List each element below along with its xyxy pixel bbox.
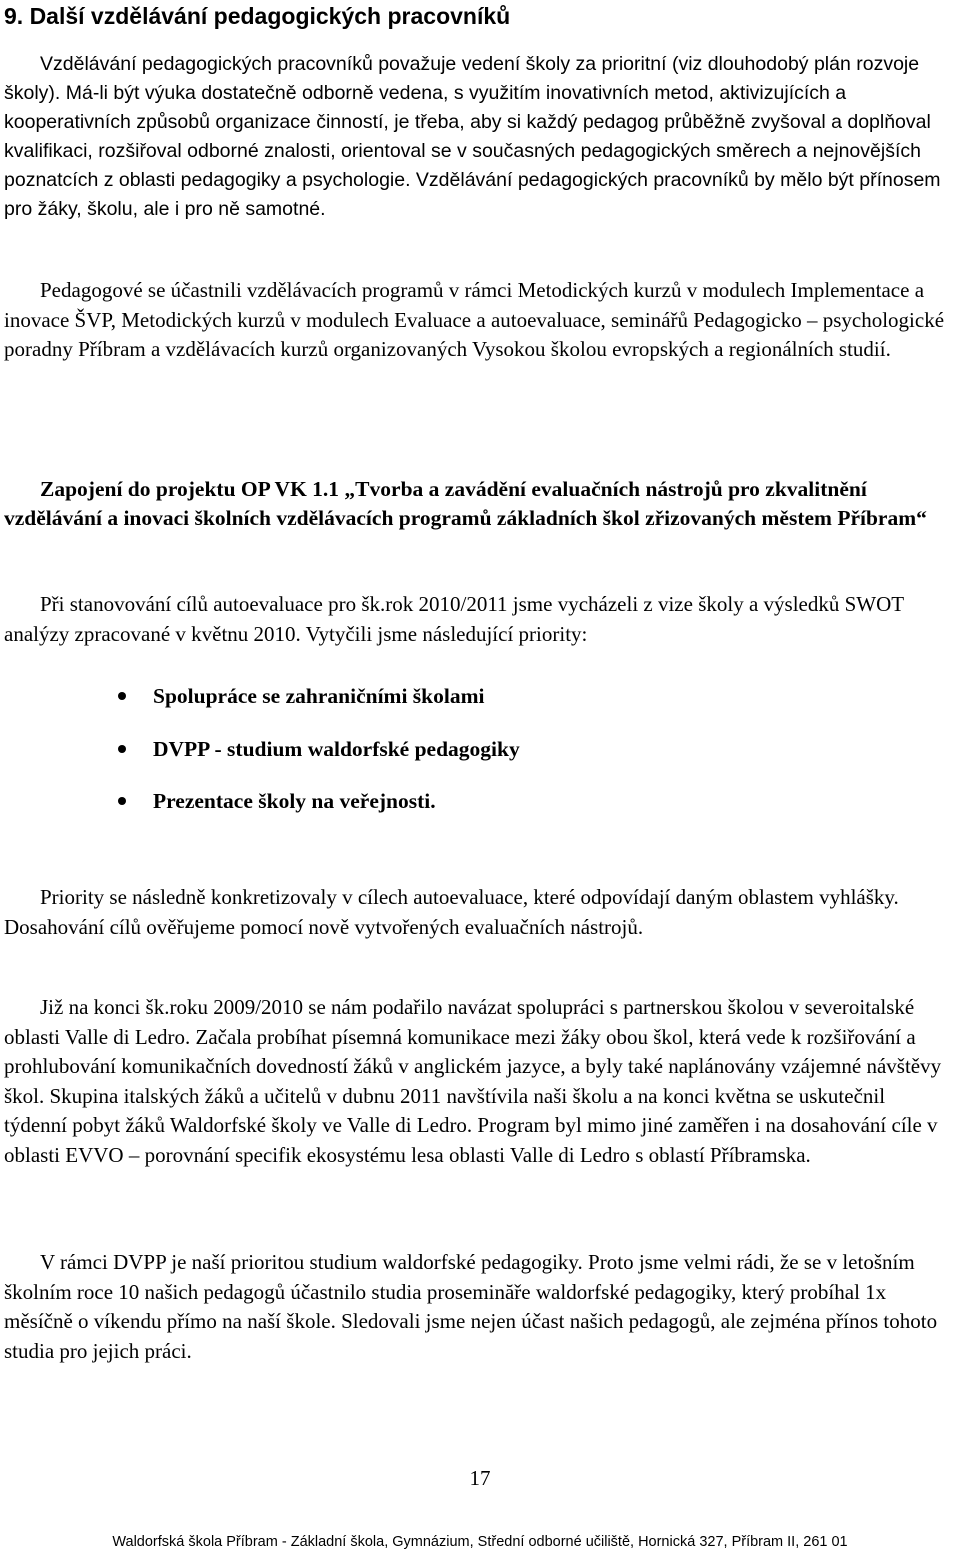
- bullet-icon: [118, 797, 126, 805]
- paragraph-partnership: Již na konci šk.roku 2009/2010 se nám podařilo navázat spolupráci s partnerskou školou v severoitalské oblasti Valle di Ledro. Začala probíhat písemná komunikace mezi žáky obou škol, která vede k rozšiřování a prohlubování komunikačních dovedností žáků v anglickém jazyce, a byly také naplánovány vzájemné návštěvy škol. Skupina italských žáků a učitelů v dubnu 2011 navštívila naši školu a na konci května se uskutečnil týdenní pobyt žáků Waldorfské školy ve Valle di Ledro. Program byl mimo jiné zaměřen i na dosahování cíle v oblasti EVVO – porovnání specifik ekosystému lesa oblasti Valle di Ledro s oblastí Příbramska.: [4, 995, 942, 1167]
- bullet-icon: [118, 692, 126, 700]
- paragraph-priorities: Priority se následně konkretizovaly v cílech autoevaluace, které odpovídají daným oblastem vyhlášky. Dosahování cílů ověřujeme pomocí nově vytvořených evaluačních nástrojů.: [4, 885, 899, 939]
- project-heading: Zapojení do projektu OP VK 1.1 „Tvorba a zavádění evaluačních nástrojů pro zkvalitnění vzdělávání a inovaci školních vzdělávacích programů základních škol zřizovaných městem Příbram“: [4, 477, 927, 530]
- priority-list: [0, 680, 520, 838]
- list-item: [0, 785, 520, 838]
- priority-text: DVPP - studium waldorfské pedagogiky: [153, 736, 520, 761]
- priority-text: Spolupráce se zahraničními školami: [153, 684, 485, 708]
- paragraph-courses: Pedagogové se účastnili vzdělávacích programů v rámci Metodických kurzů v modulech Implementace a inovace ŠVP, Metodických kurzů v modulech Evaluace a autoevaluace, seminářů Pedagogicko – psychologické poradny Příbram a vzdělávacích kurzů organizovaných Vysokou školou evropských a regionálních studií.: [4, 278, 945, 361]
- page-number: 17: [469, 1466, 491, 1490]
- list-item: [0, 733, 520, 786]
- list-item: [0, 680, 520, 733]
- paragraph-intro: Vzdělávání pedagogických pracovníků považuje vedení školy za prioritní (viz dlouhodobý plán rozvoje školy). Má-li být výuka dostatečně odborně vedena, s využitím inovativních metod, aktivizujících a kooperativních způsobů organizace činností, je třeba, aby si každý pedagog průběžně zvyšoval a doplňoval kvalifikaci, rozšiřoval odborné znalosti, orientoval se v současných pedagogických směrech a nejnovějších poznatcích z oblasti pedagogiky a psychologie. Vzdělávání pedagogických pracovníků by mělo být přínosem pro žáky, školu, ale i pro ně samotné.: [4, 53, 941, 220]
- paragraph-dvpp: V rámci DVPP je naší prioritou studium waldorfské pedagogiky. Proto jsme velmi rádi, že se v letošním školním roce 10 našich pedagogů účastnilo studia proseminăře waldorfské pedagogiky, který probíhal 1x měsíčně o víkendu přímo na naší škole. Sledovali jsme nejen účast našich pedagogů, ale zejména přínos tohoto studia pro jejich práci.: [4, 1250, 938, 1363]
- bullet-icon: [118, 745, 126, 753]
- priority-text: Prezentace školy na veřejnosti.: [153, 789, 436, 813]
- page-footer: Waldorfská škola Příbram - Základní škola, Gymnázium, Střední odborné učiliště, Hornická 327, Příbram II, 261 01: [112, 1534, 848, 1550]
- paragraph-goals: Při stanovování cílů autoevaluace pro šk.rok 2010/2011 jsme vycházeli z vize školy a výsledků SWOT analýzy zpracované v květnu 2010. Vytyčili jsme následující priority:: [4, 592, 904, 646]
- section-heading: 9. Další vzdělávání pedagogických pracovníků: [4, 3, 511, 29]
